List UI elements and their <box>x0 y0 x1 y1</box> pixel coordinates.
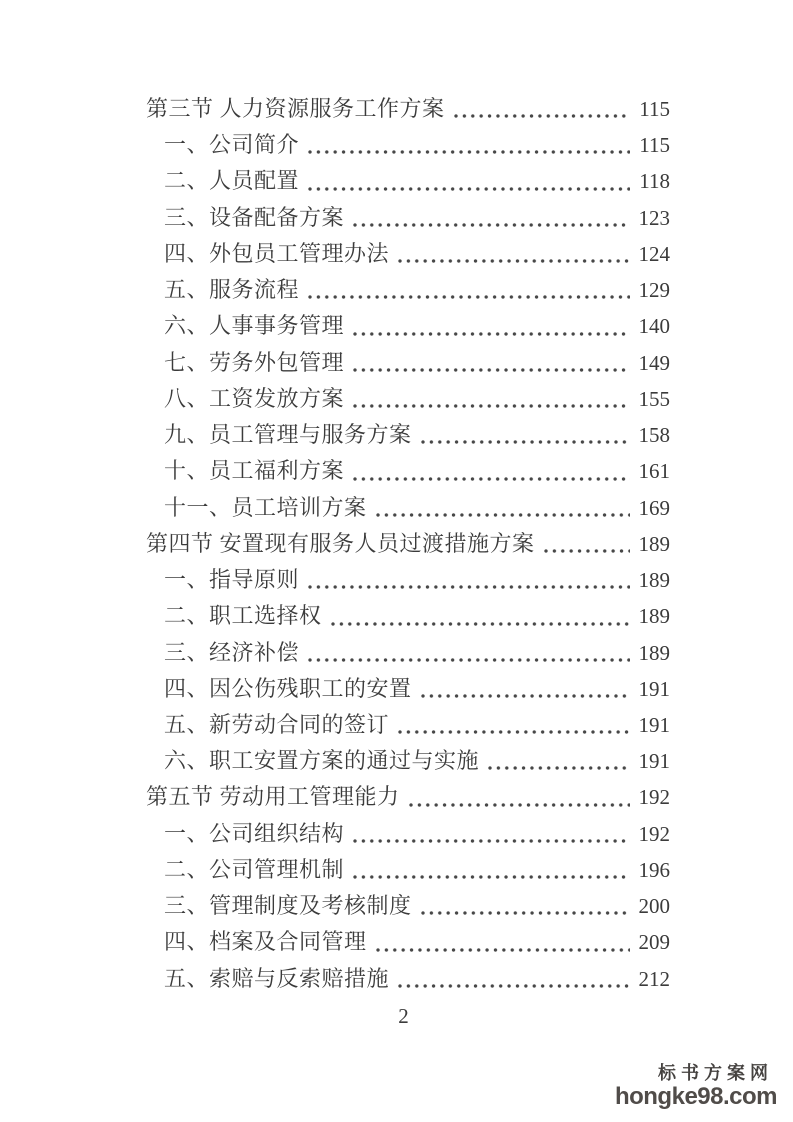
toc-entry-title: 三、设备配备方案 <box>164 204 345 230</box>
dot-leader <box>412 671 634 707</box>
toc-item-row <box>146 345 670 381</box>
dot-leader <box>299 635 634 671</box>
toc-entry-title: 四、档案及合同管理 <box>164 929 367 955</box>
dot-leader <box>535 526 634 562</box>
toc-entry-title: 六、人事事务管理 <box>164 313 345 339</box>
toc-item-row <box>146 888 670 924</box>
toc-entry-title: 四、因公伤残职工的安置 <box>164 675 412 701</box>
toc-entry-page: 212 <box>638 966 670 991</box>
toc-entry-page: 123 <box>638 205 670 230</box>
toc-entry-title: 七、劳务外包管理 <box>164 349 345 375</box>
dot-leader <box>389 707 634 743</box>
toc-entry-page: 189 <box>638 568 670 593</box>
toc-entry-title: 三、经济补偿 <box>164 639 300 665</box>
dot-leader <box>412 417 634 453</box>
toc-entry-page: 191 <box>638 676 670 701</box>
dot-leader <box>299 562 634 598</box>
toc-entry-page: 124 <box>638 241 670 266</box>
dot-leader <box>367 490 634 526</box>
toc-entry-title: 二、人员配置 <box>164 168 300 194</box>
toc-entry-title: 五、服务流程 <box>164 277 300 303</box>
toc-item-row <box>146 852 670 888</box>
toc-entry-title: 一、指导原则 <box>164 567 300 593</box>
dot-leader <box>389 961 634 997</box>
toc-entry-page: 140 <box>638 314 670 339</box>
toc-entry-title: 十、员工福利方案 <box>164 458 345 484</box>
toc-entry-page: 169 <box>638 495 670 520</box>
toc-entry-page: 192 <box>638 785 670 810</box>
toc-item-row <box>146 924 670 960</box>
toc-item-row <box>146 671 670 707</box>
toc-item-row <box>146 200 670 236</box>
toc-entry-page: 189 <box>638 531 670 556</box>
watermark-site-url: hongke98.com <box>614 1083 777 1110</box>
dot-leader <box>344 852 634 888</box>
toc-item-row <box>146 743 670 779</box>
toc-item-row <box>146 163 670 199</box>
toc-entry-title: 第五节 劳动用工管理能力 <box>146 784 400 810</box>
toc-entry-page: 196 <box>638 857 670 882</box>
toc-entry-page: 155 <box>638 386 670 411</box>
toc-item-row <box>146 453 670 489</box>
dot-leader <box>344 453 634 489</box>
toc-entry-page: 209 <box>638 930 670 955</box>
toc-entry-title: 六、职工安置方案的通过与实施 <box>164 748 480 774</box>
watermark <box>615 1062 777 1109</box>
toc-entry-page: 118 <box>639 169 670 194</box>
dot-leader <box>412 888 634 924</box>
toc-entry-title: 二、职工选择权 <box>164 603 322 629</box>
toc-item-row <box>146 961 670 997</box>
toc-entry-page: 129 <box>638 278 670 303</box>
toc-entry-page: 115 <box>639 133 670 158</box>
toc-item-row <box>146 635 670 671</box>
toc-entry-title: 五、索赔与反索赔措施 <box>164 965 390 991</box>
dot-leader <box>322 598 634 634</box>
toc-item-row <box>146 381 670 417</box>
toc-entry-page: 149 <box>638 350 670 375</box>
toc-entry-title: 第三节 人力资源服务工作方案 <box>146 96 445 121</box>
toc-entry-title: 四、外包员工管理办法 <box>164 240 390 266</box>
toc-item-row <box>146 816 670 852</box>
toc-section-row <box>146 779 670 815</box>
toc-entry-page: 161 <box>638 459 670 484</box>
toc-entry-title: 五、新劳动合同的签订 <box>164 711 390 737</box>
dot-leader <box>389 236 634 272</box>
dot-leader <box>344 345 634 381</box>
toc-entry-page: 191 <box>638 712 670 737</box>
toc-entry-title: 二、公司管理机制 <box>164 856 345 882</box>
toc-item-row <box>146 417 670 453</box>
toc-item-row <box>146 598 670 634</box>
dot-leader <box>344 816 634 852</box>
toc-section-row <box>146 91 670 127</box>
toc-entry-title: 一、公司组织结构 <box>164 820 345 846</box>
toc-entry-page: 115 <box>639 97 670 121</box>
toc-entry-title: 三、管理制度及考核制度 <box>164 893 412 919</box>
toc-section-row <box>146 526 670 562</box>
toc-entry-title: 十一、员工培训方案 <box>164 494 367 520</box>
toc-entry-title: 九、员工管理与服务方案 <box>164 422 412 448</box>
dot-leader <box>299 163 634 199</box>
toc-entry-page: 158 <box>638 423 670 448</box>
toc-item-row <box>146 236 670 272</box>
dot-leader <box>367 924 634 960</box>
dot-leader <box>445 91 634 127</box>
toc-entry-page: 189 <box>638 640 670 665</box>
dot-leader <box>479 743 634 779</box>
dot-leader <box>344 200 634 236</box>
toc-item-row <box>146 707 670 743</box>
watermark-site-name: 标书方案网 <box>658 1063 773 1083</box>
toc-entry-title: 第四节 安置现有服务人员过渡措施方案 <box>146 530 535 556</box>
toc-item-row <box>146 308 670 344</box>
dot-leader <box>344 381 634 417</box>
toc-entry-title: 八、工资发放方案 <box>164 385 345 411</box>
toc-item-row <box>146 127 670 163</box>
page-number: 2 <box>398 1004 409 1028</box>
dot-leader <box>299 272 634 308</box>
toc-item-row <box>146 562 670 598</box>
table-of-contents <box>146 91 670 997</box>
toc-item-row <box>146 490 670 526</box>
dot-leader <box>299 127 634 163</box>
toc-entry-title: 一、公司简介 <box>164 132 300 158</box>
toc-entry-page: 191 <box>638 749 670 774</box>
dot-leader <box>344 308 634 344</box>
toc-item-row <box>146 272 670 308</box>
toc-entry-page: 200 <box>638 894 670 919</box>
toc-entry-page: 192 <box>638 821 670 846</box>
dot-leader <box>400 779 634 815</box>
toc-entry-page: 189 <box>638 604 670 629</box>
